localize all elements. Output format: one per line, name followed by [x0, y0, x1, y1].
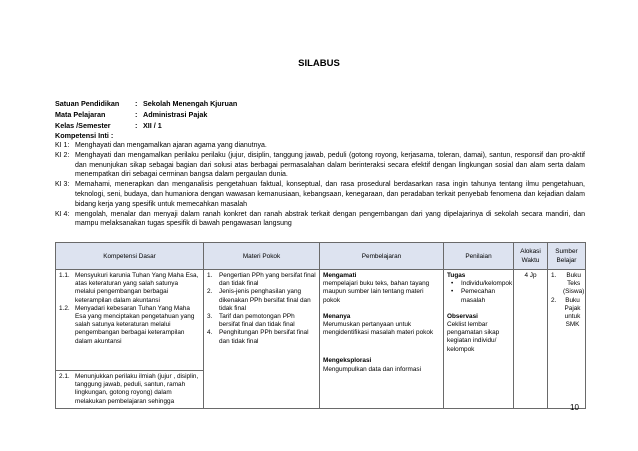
meta-label: Satuan Pendidikan [55, 99, 120, 108]
penilaian-heading: Observasi [447, 312, 478, 320]
materi-text: Jenis-jenis penghasilan yang dikenakan PPh bersifat final dan tidak final [219, 288, 311, 312]
kd-number: 1.2. [59, 304, 70, 312]
kd-item [59, 305, 200, 346]
penilaian-bullet [447, 288, 510, 304]
materi-item [207, 313, 316, 329]
pembelajaran-heading: Mengamati [323, 272, 357, 279]
kompetensi-inti-list [55, 141, 585, 229]
penilaian-bullet [447, 280, 513, 288]
header-sumber-belajar: Sumber Belajar [548, 243, 586, 270]
document-meta [55, 98, 237, 131]
header-alokasi-waktu: Alokasi Waktu [514, 243, 548, 270]
materi-number: 3. [207, 313, 213, 321]
spacer [323, 305, 440, 313]
meta-row [55, 120, 237, 131]
bullet-icon: • [451, 288, 454, 296]
kd-cell [56, 270, 204, 371]
meta-value: XII / 1 [143, 121, 162, 130]
kd-item [59, 373, 200, 406]
meta-separator: : [135, 99, 138, 108]
ki-text: Menghayati dan mengamalkan perilaku perilaku (jujur, disiplin, tanggung jawab, peduli (gotong royong, kerjasama, toleran, damai), santun, responsif dan pro-aktif dan menunjukan sikap sebagai bagian dari solusi atas berbagai permasalahan dalam berinteraksi secara efektif dengan lingkungan sosial dan alam serta dalam menempatkan diri sebagai cerminan bangsa dalam pergaulan dunia. [75, 151, 585, 179]
ki-item [55, 180, 585, 209]
ki-code: KI 3: [55, 181, 70, 189]
pembelajaran-cell [320, 270, 444, 409]
kd-cell [56, 371, 204, 409]
sumber-item [551, 297, 582, 330]
ki-text: mengolah, menalar dan menyaji dalam ranah konkret dan ranah abstrak terkait dengan pengembangan dari yang dipelajarinya di sekolah secara mandiri, dan mampu melaksanakan tugas spesifik di bawah pengawasan langsung [75, 210, 585, 228]
sumber-number: 1. [551, 272, 557, 279]
kd-text: Menunjukkan perilaku ilmiah (jujur , disiplin, tanggung jawab, peduli, santun, ramah lingkungan, gotong royong) dalam melakukan pembelajaran sehingga [75, 373, 199, 405]
ki-item [55, 141, 585, 151]
bullet-text: Pemecahan masalah [461, 288, 496, 304]
spacer [323, 337, 440, 357]
meta-value: Sekolah Menengah Kjuruan [143, 99, 238, 108]
spacer [447, 305, 510, 313]
meta-label: Kelas /Semester [55, 121, 111, 130]
ki-code: KI 2: [55, 151, 70, 159]
pembelajaran-heading: Mengeksplorasi [323, 357, 372, 365]
header-materi-pokok: Materi Pokok [204, 243, 320, 270]
kd-number: 2.1. [59, 373, 70, 380]
kd-text: Mensyukuri karunia Tuhan Yang Maha Esa, atas keteraturan yang salah satunya melalui pengembangan berbagai keterampilan dalam akuntansi [75, 272, 199, 304]
ki-text: Menghayati dan mengamalkan ajaran agama yang dianutnya. [75, 142, 267, 149]
meta-row [55, 109, 237, 120]
ki-code: KI 1: [55, 142, 70, 149]
bullet-icon: • [451, 280, 454, 288]
sumber-number: 2. [551, 296, 557, 304]
materi-text: Tarif dan pemotongan PPh bersifat final dan tidak final [219, 313, 295, 329]
sumber-text: Buku Teks (Siswa) [563, 272, 585, 296]
ki-item [55, 210, 585, 230]
meta-row [55, 98, 237, 109]
pembelajaran-text: Mengumpulkan data dan informasi [323, 365, 422, 373]
penilaian-text: Ceklist lembar pengamatan sikap kegiatan individu/ kelompok [447, 321, 500, 353]
meta-label: Mata Pelajaran [55, 110, 106, 119]
ki-code: KI 4: [55, 210, 70, 218]
header-pembelajaran: Pembelajaran [320, 243, 444, 270]
sumber-cell [548, 270, 586, 409]
page-number: 10 [570, 403, 579, 412]
table-row [56, 270, 586, 371]
materi-item [207, 288, 316, 313]
materi-item [207, 272, 316, 288]
ki-item [55, 151, 585, 180]
materi-text: Penghitungan PPh bersifat final dan tidak final [219, 329, 309, 345]
sumber-text: Buku Pajak untuk SMK [564, 296, 581, 329]
meta-value: Administrasi Pajak [143, 110, 208, 119]
pembelajaran-heading: Menanya [323, 312, 351, 320]
pembelajaran-text: mempelajari buku teks, bahan tayang maupun sumber lain tentang materi pokok [323, 280, 430, 304]
materi-item [207, 329, 316, 345]
syllabus-table [55, 242, 586, 409]
kd-text: Menyadari kebesaran Tuhan Yang Maha Esa yang menciptakan pengetahuan yang salah satunya keteraturan melalui pengembangan berbagai keterampilan dalam akuntansi [75, 304, 195, 345]
ki-text: Memahami, menerapkan dan menganalisis pengetahuan faktual, konseptual, dan rasa prosedural berdasarkan rasa ingin tahunya tentang ilmu pengetahuan, teknologi, seni, budaya, dan humaniora dengan wawasan kemanusiaan, kebangsaan, kenegaraan, dan peradaban terkait penyebab fenomena dan kejadian dalam bidang kerja yang spesifik untuk memecahkan masalah [75, 181, 585, 208]
header-penilaian: Penilaian [444, 243, 514, 270]
materi-number: 4. [207, 329, 213, 337]
alokasi-cell: 4 Jp [514, 270, 548, 409]
penilaian-cell [444, 270, 514, 409]
header-kompetensi-dasar: Kompetensi Dasar [56, 243, 204, 270]
meta-separator: : [135, 110, 138, 119]
page-title: SILABUS [298, 58, 340, 69]
bullet-text: Individu/kelompok [461, 280, 513, 288]
materi-number: 2. [207, 288, 213, 296]
ki-heading: Kompetensi Inti : [55, 131, 114, 140]
table-header-row [56, 243, 586, 270]
kd-item [59, 272, 200, 305]
kd-number: 1.1. [59, 272, 70, 279]
meta-separator: : [135, 121, 138, 130]
materi-text: Pengertian PPh yang bersifat final dan tidak final [219, 272, 316, 288]
materi-cell [204, 270, 320, 409]
pembelajaran-text: Merumuskan pertanyaan untuk mengidentifikasi masalah materi pokok [323, 321, 434, 337]
materi-number: 1. [207, 272, 213, 279]
sumber-item [551, 272, 585, 297]
penilaian-heading: Tugas [447, 272, 466, 279]
